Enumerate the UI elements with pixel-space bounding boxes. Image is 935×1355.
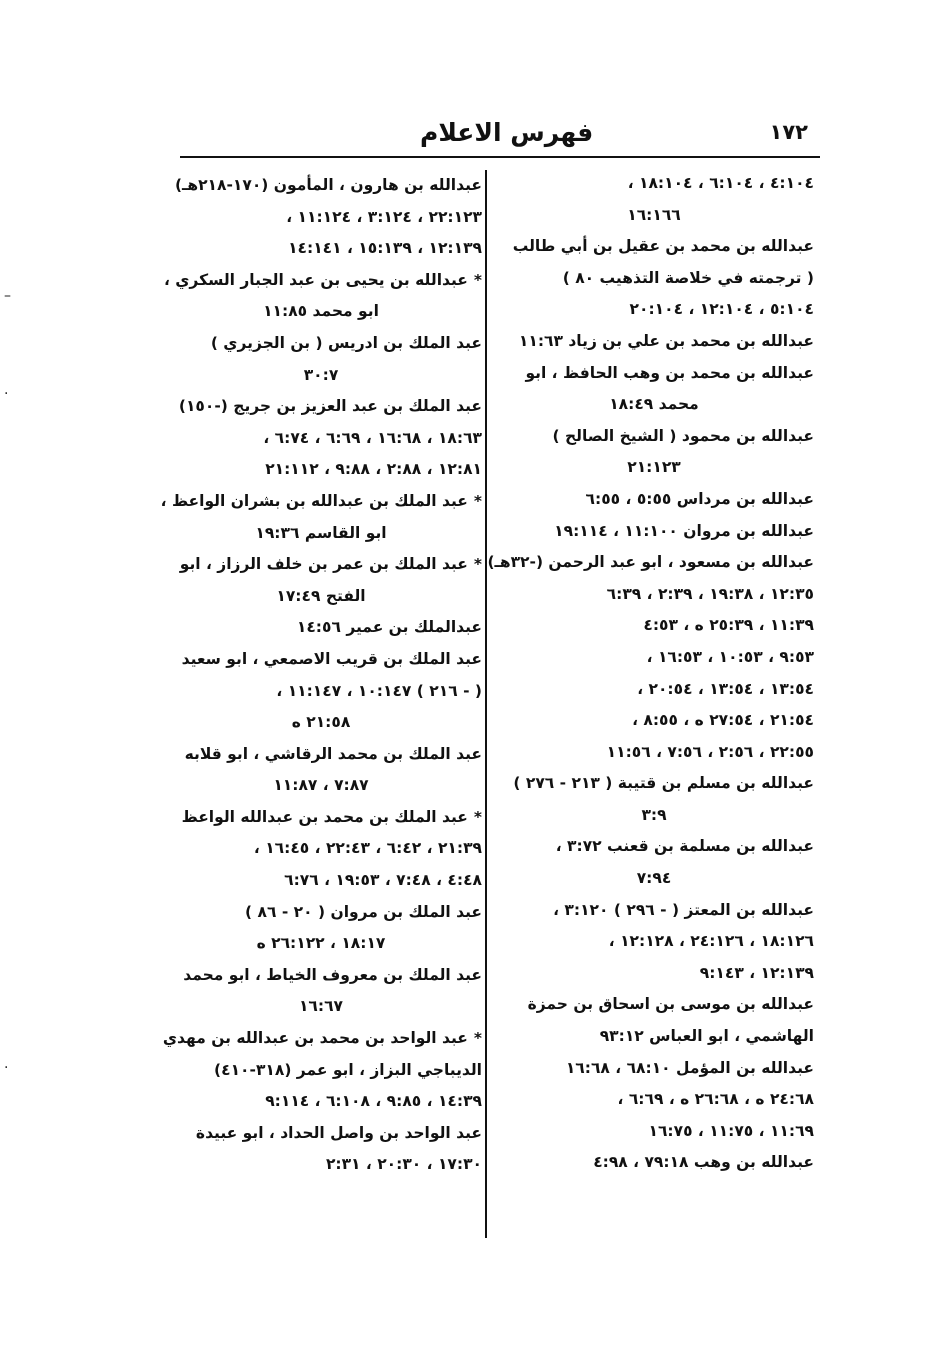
- margin-mark: ·: [4, 386, 9, 402]
- index-entry-text: عبد الملك بن محمد بن عبدالله الواعظ: [181, 807, 468, 826]
- index-entry: عبد الملك بن ادريس ( بن الجزيري ): [210, 333, 482, 352]
- index-entry: عبدالله بن محمد بن عقيل بن أبي طالب: [512, 237, 814, 256]
- index-line: ٤:١٠٤ ، ٦:١٠٤ ، ١٨:١٠٤ ،: [627, 174, 814, 192]
- index-line: ٢٢:١٢٣ ، ٣:١٢٤ ، ١١:١٢٤ ،: [286, 207, 482, 226]
- index-line: ١١:٦٩ ، ١١:٧٥ ، ١٦:٧٥: [648, 1121, 814, 1140]
- star-mark: *: [473, 1029, 482, 1048]
- index-line: ٢١:١٢٣: [627, 458, 681, 477]
- index-line: ١٢:١٣٩ ، ١٥:١٣٩ ، ١٤:١٤١: [288, 239, 482, 258]
- index-entry: عبدالله بن المعتز ( - ٢٩٦ ) ٣:١٢٠ ،: [553, 900, 814, 919]
- index-line: ابو القاسم ١٩:٣٦: [255, 523, 387, 542]
- index-entry: [160, 802, 482, 834]
- index-entry: عبدالله بن محمود ( الشيخ الصالح ): [552, 426, 814, 445]
- index-entry: عبدالملك بن عمير ١٤:٥٦: [296, 618, 482, 637]
- page-title: فهرس الاعلام: [420, 118, 594, 147]
- index-line: الفتح ١٧:٤٩: [276, 586, 366, 605]
- star-mark: *: [473, 491, 482, 510]
- star-mark: *: [473, 270, 482, 289]
- star-mark: *: [473, 807, 482, 826]
- index-entry: [160, 265, 482, 297]
- index-entry: [160, 486, 482, 518]
- index-entry: عبدالله بن محمد بن وهب الحافظ ، ابو: [525, 363, 814, 382]
- index-line: ١٤:٣٩ ، ٩:٨٥ ، ٦:١٠٨ ، ٩:١١٤: [265, 1092, 482, 1111]
- index-line: ٧:٨٧ ، ١١:٨٧: [273, 776, 369, 795]
- index-line: ١٨:١٧ ، ٢٦:١٢٢ ه: [256, 934, 386, 953]
- index-entry: عبدالله بن مرداس ٥:٥٥ ، ٦:٥٥: [585, 489, 814, 508]
- index-entry: عبد الواحد بن واصل الحداد ، ابو عبيدة: [195, 1123, 482, 1142]
- page-number: ١٧٢: [769, 120, 808, 144]
- index-entry: عبدالله بن مسعود ، ابو عبد الرحمن (-٣٢هـ): [487, 553, 814, 572]
- index-entry: عبدالله بن هارون ، المأمون (١٧٠-٢١٨هـ): [174, 176, 482, 194]
- index-entry: عبدالله بن مسلم بن قتيبة ( ٢١٣ - ٢٧٦ ): [513, 774, 814, 793]
- index-entry: عبد الملك بن عبد العزيز بن جريج (-١٥٠): [178, 397, 482, 416]
- index-line: ١٧:٣٠ ، ٢٠:٣٠ ، ٢:٣١: [325, 1155, 482, 1174]
- index-line: ١٢:١٣٩ ، ٩:١٤٣: [699, 963, 814, 982]
- index-entry: عبدالله بن وهب ٧٩:١٨ ، ٤:٩٨: [593, 1153, 814, 1172]
- index-entry-text: عبد الملك بن عمر بن خلف الرزاز ، ابو: [179, 555, 468, 574]
- index-entry-text: عبدالله بن يحيى بن عبد الجبار السكري ،: [163, 270, 468, 289]
- index-line: ٢٤:٦٨ ه ، ٢٦:٦٨ ه ، ٦:٦٩ ،: [617, 1090, 814, 1109]
- index-line: ٥:١٠٤ ، ١٢:١٠٤ ، ٢٠:١٠٤: [629, 300, 814, 319]
- index-line: ١١:٣٩ ، ٢٥:٣٩ ه ، ٤:٥٣: [643, 616, 814, 635]
- star-mark: *: [473, 555, 482, 574]
- index-line: ١٢:٣٥ ، ١٩:٣٨ ، ٢:٣٩ ، ٦:٣٩: [606, 584, 814, 603]
- index-line: الهاشمي ، ابو العباس ٩٣:١٢: [599, 1027, 814, 1046]
- index-line: ابو محمد ١١:٨٥: [263, 302, 379, 321]
- index-line: ٢١:٥٨ ه: [291, 713, 351, 732]
- index-line: ٢٢:٥٥ ، ٢:٥٦ ، ٧:٥٦ ، ١١:٥٦: [606, 742, 814, 761]
- index-line: ٢١:٥٤ ، ٢٧:٥٤ ه ، ٨:٥٥ ،: [632, 711, 814, 730]
- index-line: ( ترجمته في خلاصة التذهيب ٨٠ ): [562, 268, 814, 287]
- header-rule: [180, 156, 820, 158]
- index-entry: عبدالله بن محمد بن علي بن زياد ١١:٦٣: [518, 331, 814, 350]
- margin-mark: –: [4, 288, 11, 304]
- index-line: ٧:٩٤: [636, 869, 672, 888]
- index-line: ١٨:١٢٦ ، ٢٤:١٢٦ ، ١٢:١٢٨ ،: [608, 932, 814, 951]
- index-line: ٣:٩: [641, 805, 667, 824]
- index-entry: عبدالله بن مسلمة بن قعنب ٣:٧٢ ،: [555, 837, 814, 856]
- index-column-left: [160, 170, 482, 1181]
- column-divider: [485, 170, 487, 1238]
- index-entry: [160, 549, 482, 581]
- margin-mark: ·: [4, 1060, 9, 1076]
- index-entry: عبد الملك بن مروان ( ٢٠ - ٨٦ ): [245, 902, 482, 921]
- index-line: ١٢:٨١ ، ٢:٨٨ ، ٩:٨٨ ، ٢١:١١٢: [265, 460, 482, 479]
- index-column-right: [487, 168, 814, 1179]
- index-entry: عبد الملك بن محمد الرقاشي ، ابو قلابه: [184, 744, 482, 763]
- index-line: ٩:٥٣ ، ١٠:٥٣ ، ١٦:٥٣ ،: [646, 647, 814, 666]
- index-line: محمد ١٨:٤٩: [609, 395, 699, 414]
- index-entry: عبدالله بن مروان ١١:١٠٠ ، ١٩:١١٤: [554, 521, 814, 540]
- index-line: ١٦:٦٧: [298, 997, 344, 1016]
- index-line: ١٣:٥٤ ، ١٣:٥٤ ، ٢٠:٥٤ ،: [637, 679, 814, 698]
- index-line: ٢١:٣٩ ، ٦:٤٢ ، ٢٢:٤٣ ، ١٦:٤٥ ،: [253, 839, 482, 858]
- page-header: [180, 112, 820, 162]
- index-entry: عبد الملك بن معروف الخياط ، ابو محمد: [183, 965, 482, 984]
- index-entry-text: عبد الملك بن عبدالله بن بشران الواعظ ،: [160, 491, 468, 510]
- index-entry: عبدالله بن موسى بن اسحاق بن حمزة: [527, 995, 814, 1014]
- index-entry-text: عبد الواحد بن محمد بن عبدالله بن مهدي: [162, 1029, 468, 1048]
- index-line: ٤:٤٨ ، ٧:٤٨ ، ١٩:٥٣ ، ٦:٧٦: [284, 871, 482, 890]
- index-line: ٣٠:٧: [303, 365, 339, 384]
- index-line: ( - ٢١٦ ) ١٠:١٤٧ ، ١١:١٤٧ ،: [276, 681, 482, 700]
- index-line: الديباجي البزاز ، ابو عمر (٣١٨-٤١٠): [214, 1060, 482, 1079]
- index-entry: عبد الملك بن قريب الاصمعي ، ابو سعيد: [181, 649, 482, 668]
- index-line: ١٨:٦٣ ، ١٦:٦٨ ، ٦:٦٩ ، ٦:٧٤ ،: [263, 428, 482, 447]
- index-entry: [160, 1023, 482, 1055]
- index-line: ١٦:١٦٦: [627, 205, 681, 224]
- index-entry: عبدالله بن المؤمل ٦٨:١٠ ، ١٦:٦٨: [565, 1058, 814, 1077]
